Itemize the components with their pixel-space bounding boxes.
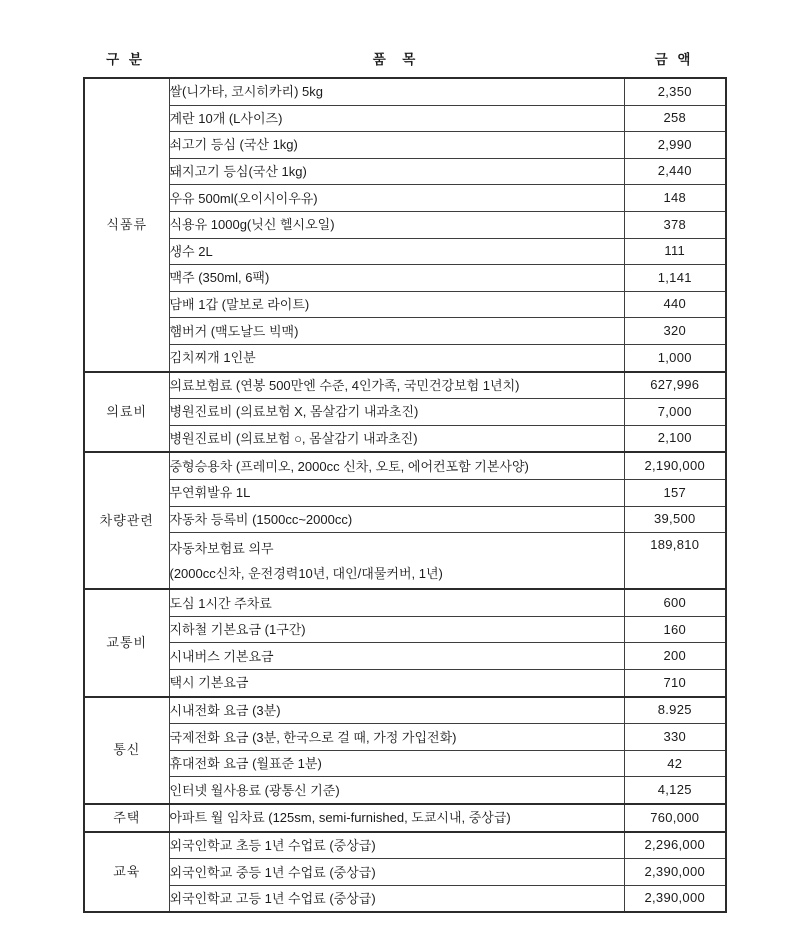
item-cell	[169, 344, 624, 371]
table-row	[84, 265, 726, 292]
item-cell	[169, 318, 624, 345]
amount-cell: 2,990	[624, 132, 726, 159]
table-row	[84, 78, 726, 105]
item-cell	[169, 372, 624, 399]
item-label: 생수 2L	[169, 243, 213, 259]
table-row	[84, 697, 726, 724]
price-table	[83, 77, 727, 913]
amount-cell: 2,390,000	[624, 885, 726, 912]
item-label: 아파트 월 임차료 (125sm, semi-furnished, 도쿄시내, 중상급)	[169, 810, 511, 826]
item-cell	[169, 132, 624, 159]
table-row	[84, 132, 726, 159]
item-label: 외국인학교 고등 1년 수업료 (중상급)	[169, 891, 376, 907]
table-row	[84, 506, 726, 533]
amount-cell: 320	[624, 318, 726, 345]
item-label: 쌀(니가타, 코시히카리) 5kg	[169, 84, 323, 100]
item-label: 자동차 등록비 (1500cc~2000cc)	[169, 511, 353, 527]
table-row	[84, 832, 726, 859]
table-row	[84, 777, 726, 804]
table-row	[84, 533, 726, 590]
amount-cell: 440	[624, 291, 726, 318]
item-cell	[169, 670, 624, 697]
table-row	[84, 589, 726, 616]
table-row	[84, 750, 726, 777]
amount-cell: 378	[624, 211, 726, 238]
item-cell	[169, 291, 624, 318]
amount-cell: 160	[624, 616, 726, 643]
item-cell	[169, 238, 624, 265]
item-cell	[169, 804, 624, 832]
category-cell: 통신	[84, 697, 169, 804]
table-row	[84, 885, 726, 912]
amount-cell: 710	[624, 670, 726, 697]
amount-cell: 8.925	[624, 697, 726, 724]
table-row	[84, 211, 726, 238]
item-label: 시내버스 기본요금	[169, 648, 274, 664]
amount-cell: 2,296,000	[624, 832, 726, 859]
item-label: 자동차보험료 의무	[169, 540, 274, 556]
item-cell	[169, 885, 624, 912]
table-row	[84, 724, 726, 751]
table-row	[84, 344, 726, 371]
table-row	[84, 643, 726, 670]
table-row	[84, 238, 726, 265]
item-cell	[169, 479, 624, 506]
amount-cell: 7,000	[624, 399, 726, 426]
item-label: 중형승용차 (프레미오, 2000cc 신차, 오토, 에어컨포함 기본사양)	[169, 458, 529, 474]
item-cell	[169, 185, 624, 212]
amount-cell: 148	[624, 185, 726, 212]
table-row	[84, 372, 726, 399]
item-label: 국제전화 요금 (3분, 한국으로 걸 때, 가정 가입전화)	[169, 729, 457, 745]
item-label: 병원진료비 (의료보험 ○, 몸살감기 내과초진)	[169, 431, 418, 447]
table-row	[84, 670, 726, 697]
amount-cell: 330	[624, 724, 726, 751]
category-cell: 교육	[84, 832, 169, 913]
item-label: 휴대전화 요금 (월표준 1분)	[169, 756, 322, 772]
table-row	[84, 105, 726, 132]
item-cell	[169, 859, 624, 886]
item-cell	[169, 589, 624, 616]
amount-cell: 1,141	[624, 265, 726, 292]
item-label: 외국인학교 초등 1년 수업료 (중상급)	[169, 837, 376, 853]
item-label: 택시 기본요금	[169, 675, 249, 691]
amount-cell: 42	[624, 750, 726, 777]
item-cell	[169, 724, 624, 751]
item-label: 돼지고기 등심(국산 1kg)	[169, 164, 307, 180]
table-row	[84, 291, 726, 318]
table-row	[84, 804, 726, 832]
amount-cell: 4,125	[624, 777, 726, 804]
amount-cell: 627,996	[624, 372, 726, 399]
amount-cell: 600	[624, 589, 726, 616]
category-cell: 교통비	[84, 589, 169, 696]
item-label: 의료보험료 (연봉 500만엔 수준, 4인가족, 국민건강보험 1년치)	[169, 377, 520, 393]
item-cell	[169, 452, 624, 479]
amount-cell: 1,000	[624, 344, 726, 371]
amount-cell: 189,810	[624, 533, 726, 590]
column-header-category: 구 분	[106, 52, 145, 67]
item-cell	[169, 265, 624, 292]
item-cell	[169, 616, 624, 643]
item-cell	[169, 399, 624, 426]
table-row	[84, 158, 726, 185]
table-row	[84, 616, 726, 643]
item-cell	[169, 777, 624, 804]
item-label: 시내전화 요금 (3분)	[169, 702, 281, 718]
amount-cell: 157	[624, 479, 726, 506]
item-label: 햄버거 (맥도날드 빅맥)	[169, 323, 299, 339]
item-cell	[169, 533, 624, 590]
table-column-headers	[83, 45, 725, 71]
amount-cell: 2,100	[624, 425, 726, 452]
category-cell: 차량관련	[84, 452, 169, 589]
item-label: 외국인학교 중등 1년 수업료 (중상급)	[169, 864, 376, 880]
item-label: 도심 1시간 주차료	[169, 595, 272, 611]
item-label: 인터넷 월사용료 (광통신 기준)	[169, 782, 340, 798]
amount-cell: 39,500	[624, 506, 726, 533]
amount-cell: 111	[624, 238, 726, 265]
table-row	[84, 425, 726, 452]
table-row	[84, 185, 726, 212]
item-label: 담배 1갑 (말보로 라이트)	[169, 297, 310, 313]
item-cell	[169, 211, 624, 238]
item-label: 계란 10개 (L사이즈)	[169, 110, 283, 126]
table-row	[84, 399, 726, 426]
amount-cell: 2,390,000	[624, 859, 726, 886]
item-cell	[169, 750, 624, 777]
amount-cell: 760,000	[624, 804, 726, 832]
item-label: 맥주 (350ml, 6팩)	[169, 270, 270, 286]
column-header-item: 품 목	[372, 52, 419, 67]
amount-cell: 2,350	[624, 78, 726, 105]
item-label: 병원진료비 (의료보험 X, 몸살감기 내과초진)	[169, 404, 419, 420]
item-label: 무연휘발유 1L	[169, 485, 251, 501]
item-cell	[169, 78, 624, 105]
item-sublabel: (2000cc신차, 운전경력10년, 대인/대물커버, 1년)	[169, 565, 443, 581]
item-cell	[169, 158, 624, 185]
amount-cell: 200	[624, 643, 726, 670]
amount-cell: 2,440	[624, 158, 726, 185]
item-label: 지하철 기본요금 (1구간)	[169, 622, 306, 638]
item-cell	[169, 425, 624, 452]
column-header-amount: 금 액	[654, 52, 694, 67]
table-row	[84, 318, 726, 345]
item-cell	[169, 643, 624, 670]
item-label: 식용유 1000g(닛신 헬시오일)	[169, 217, 335, 233]
item-cell	[169, 697, 624, 724]
category-cell: 주택	[84, 804, 169, 832]
item-label: 우유 500ml(오이시이우유)	[169, 190, 318, 206]
table-row	[84, 859, 726, 886]
category-cell: 식품류	[84, 78, 169, 372]
table-row	[84, 452, 726, 479]
table-row	[84, 479, 726, 506]
category-cell: 의료비	[84, 372, 169, 453]
amount-cell: 2,190,000	[624, 452, 726, 479]
item-label: 김치찌개 1인분	[169, 350, 256, 366]
item-label: 쇠고기 등심 (국산 1kg)	[169, 137, 298, 153]
amount-cell: 258	[624, 105, 726, 132]
item-cell	[169, 832, 624, 859]
item-cell	[169, 105, 624, 132]
price-table-body	[84, 78, 726, 912]
item-cell	[169, 506, 624, 533]
